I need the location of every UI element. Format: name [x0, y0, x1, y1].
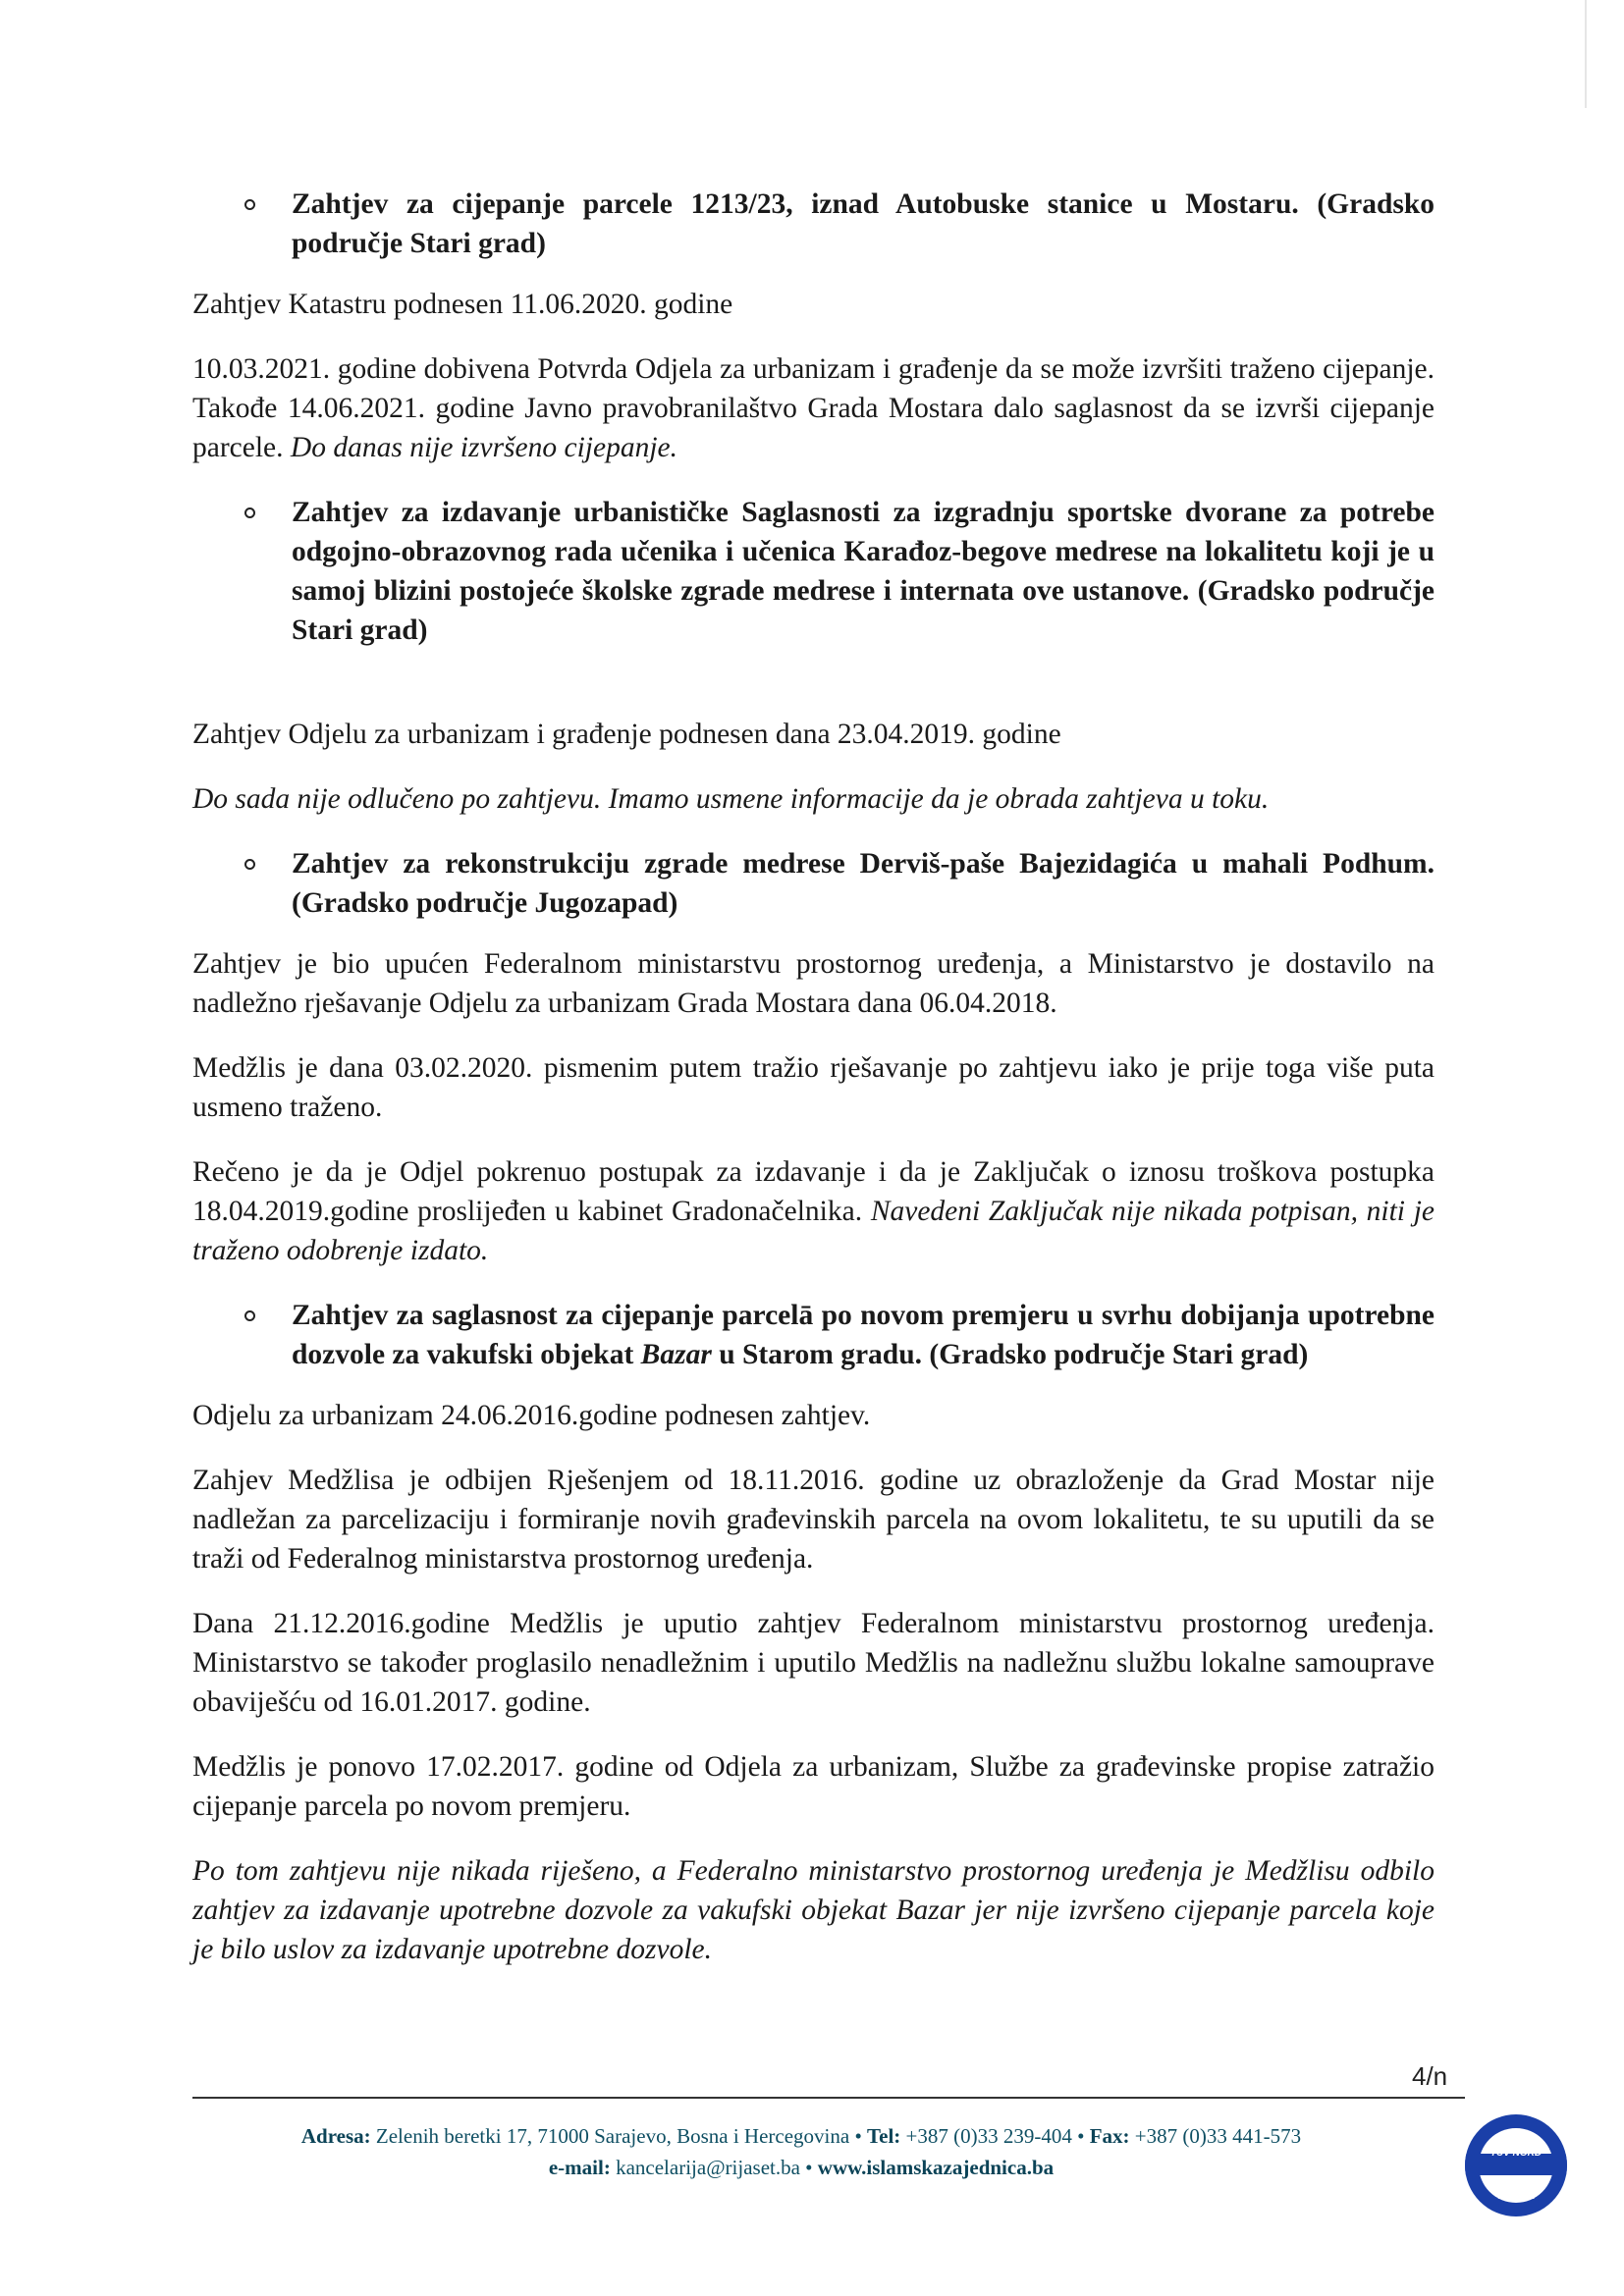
- paragraph: Odjelu za urbanizam 24.06.2016.godine podnesen zahtjev.: [192, 1400, 871, 1431]
- paragraph: Zahtjev Odjelu za urbanizam i građenje podnesen dana 23.04.2019. godine: [192, 719, 1061, 750]
- section-heading-3: [192, 844, 1435, 923]
- separator: •: [854, 2124, 862, 2148]
- section-heading-1: [192, 185, 1435, 263]
- scan-edge-mark: [1585, 0, 1587, 108]
- paragraph-italic: Do sada nije odlučeno po zahtjevu. Imamo usmene informacije da je obrada zahtjeva u toku.: [192, 783, 1270, 815]
- bullet-icon: [244, 1310, 255, 1321]
- address-text: Zelenih beretki 17, 71000 Sarajevo, Bosna i Hercegovina: [375, 2124, 850, 2148]
- footer-line-1: [192, 2120, 1410, 2152]
- badge-text-bottom: ISO 9001: [1496, 2191, 1536, 2201]
- paragraph-italic: Po tom zahtjevu nije nikada riješeno, a Federalno ministarstvo prostornog uređenja je Medžlisu odbilo zahtjev za izdavanje upotrebne dozvole za vakufski objekat Bazar jer nije izvršeno cijepanje parcela koje je bilo uslov za izdavanje upotrebne dozvole.: [192, 1855, 1435, 1965]
- heading-italic-part: Bazar: [640, 1339, 712, 1370]
- section-heading-text: [292, 1296, 1435, 1374]
- email-link[interactable]: kancelarija@rijaset.ba: [616, 2156, 800, 2179]
- website-link[interactable]: www.islamskazajednica.ba: [817, 2156, 1055, 2179]
- paragraph: Dana 21.12.2016.godine Medžlis je uputio zahtjev Federalnom ministarstvu prostornog uređenja. Ministarstvo se također proglasilo nenadležnim i uputilo Medžlis na nadležnu službu lokalne samouprave obaviješću od 16.01.2017. godine.: [192, 1608, 1435, 1718]
- paragraph: Medžlis je ponovo 17.02.2017. godine od Odjela za urbanizam, Službe za građevinske propise zatražio cijepanje parcela po novom premjeru.: [192, 1751, 1435, 1822]
- fax-text: +387 (0)33 441-573: [1134, 2124, 1302, 2148]
- heading-part: u Starom gradu. (Gradsko područje Stari grad): [711, 1339, 1309, 1370]
- section-heading-4: [192, 1296, 1435, 1374]
- paragraph-italic-text: Do danas nije izvršeno cijepanje.: [290, 432, 677, 463]
- paragraph: Medžlis je dana 03.02.2020. pismenim putem tražio rješavanje po zahtjevu iako je prije toga više puta usmeno traženo.: [192, 1052, 1435, 1123]
- paragraph: [192, 349, 1435, 467]
- footer-divider: [192, 2097, 1465, 2099]
- document-body: [192, 185, 1435, 1969]
- heading-part: Zahtjev za saglasnost za cijepanje parcelā po novom premjeru u svrhu dobijanja upotrebne dozvole za vakufski objekat: [292, 1300, 1435, 1370]
- paragraph: [192, 1152, 1435, 1270]
- paragraph: Zahtjev Katastru podnesen 11.06.2020. godine: [192, 289, 733, 320]
- paragraph: Zahtjev je bio upućen Federalnom ministarstvu prostornog uređenja, a Ministarstvo je dostavilo na nadležno rješavanje Odjelu za urbanizam Grada Mostara dana 06.04.2018.: [192, 948, 1435, 1019]
- certification-badge-icon: [1465, 2114, 1567, 2216]
- paragraph-text: 10.03.2021. godine dobivena Potvrda Odjela za urbanizam i građenje da se može izvršiti traženo cijepanje. Takođe 14.06.2021. godine Javno pravobranilaštvo Grada Mostara dalo saglasnost da se izvrši cijepanje parcele.: [192, 353, 1435, 463]
- section-heading-text: Zahtjev za cijepanje parcele 1213/23, iznad Autobuske stanice u Mostaru. (Gradsko područje Stari grad): [292, 188, 1435, 259]
- fax-label: Fax:: [1089, 2124, 1130, 2148]
- address-label: Adresa:: [300, 2124, 371, 2148]
- bullet-icon: [244, 507, 255, 518]
- tel-text: +387 (0)33 239-404: [905, 2124, 1072, 2148]
- section-heading-text: Zahtjev za izdavanje urbanističke Saglasnosti za izgradnju sportske dvorane za potrebe odgojno-obrazovnog rada učenika i učenica Karađoz-begove medrese na lokalitetu koji je u samoj blizini postojeće školske zgrade medrese i internata ove ustanove. (Gradsko područje Stari grad): [292, 497, 1435, 646]
- bullet-icon: [244, 199, 255, 210]
- footer-line-2: [192, 2152, 1410, 2183]
- paragraph-text: Rečeno je da je Odjel pokrenuo postupak za izdavanje i da je Zaključak o iznosu troškova postupka 18.04.2019.godine proslijeđen u kabinet Gradonačelnika.: [192, 1156, 1435, 1227]
- bullet-icon: [244, 859, 255, 870]
- paragraph: Zahjev Medžlisa je odbijen Rješenjem od 18.11.2016. godine uz obrazloženje da Grad Mostar nije nadležan za parcelizaciju i formiranje novih građevinskih parcela na ovom lokalitetu, te su uputili da se traži od Federalnog ministarstva prostornog uređenja.: [192, 1465, 1435, 1575]
- badge-text-top: TÜV NORD: [1489, 2148, 1543, 2159]
- page-number: 4/n: [1412, 2061, 1448, 2091]
- tel-label: Tel:: [867, 2124, 901, 2148]
- footer-contact: [192, 2120, 1410, 2183]
- email-label: e-mail:: [548, 2156, 611, 2179]
- separator: •: [1077, 2124, 1085, 2148]
- paragraph-italic-text: Navedeni Zaključak nije nikada potpisan, niti je traženo odobrenje izdato.: [192, 1196, 1435, 1266]
- separator: •: [805, 2156, 813, 2179]
- section-heading-2: [192, 493, 1435, 650]
- section-heading-text: Zahtjev za rekonstrukciju zgrade medrese Derviš-paše Bajezidagića u mahali Podhum. (Gradsko područje Jugozapad): [292, 848, 1435, 919]
